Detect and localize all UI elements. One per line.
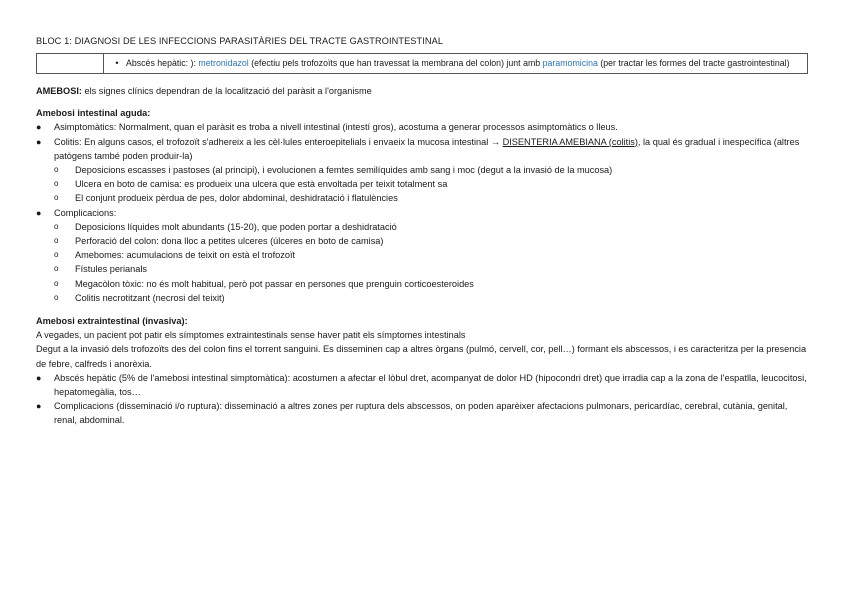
list-item: [36, 163, 812, 177]
list-item: [36, 262, 812, 276]
drug-paramomicina: paramomicina: [542, 58, 598, 68]
subitem-text: El conjunt produeix pèrdua de pes, dolor abdominal, deshidratació i flatulències: [75, 193, 398, 204]
circle-bullet-icon: o: [54, 264, 59, 274]
list-item: [36, 220, 812, 234]
colitis-sublist: [36, 163, 812, 206]
treatment-table: [36, 53, 808, 74]
intestinal-list: [36, 120, 812, 163]
item-text: Abscés hepàtic (5% de l'amebosi intestinal simptomàtica): acostumen a afectar el lòbul dret, acompanyat de dolor HD (hipocondri dret) que irradia cap a la zona de l'espatlla, leucocitosi, hepatomegàlia, tos…: [54, 372, 807, 398]
section-title-extraintestinal: [36, 314, 812, 328]
extraintestinal-paragraph-1: A vegades, un pacient pot patir els símptomes extraintestinals sense haver patit els símptomes intestinals: [36, 330, 466, 341]
amebosi-label: AMEBOSI:: [36, 86, 82, 96]
subitem-text: Fístules perianals: [75, 264, 148, 275]
table-cell-empty: [37, 54, 104, 74]
list-item: [36, 291, 812, 305]
item-label: Complicacions:: [54, 207, 117, 218]
list-item: [36, 135, 812, 163]
circle-bullet-icon: o: [54, 221, 59, 231]
bullet-icon: •: [115, 58, 119, 68]
item-text: En alguns casos, el trofozoït s'adhereix a les cèl·lules enteroepitelials i envaeix la mucosa intestinal →: [81, 136, 503, 147]
subitem-text: Perforació del colon: dona lloc a petites ulceres (úlceres en boto de camisa): [75, 236, 384, 247]
circle-bullet-icon: o: [54, 292, 59, 302]
table-cell-content: [104, 54, 808, 74]
table-row: [37, 54, 808, 74]
list-item: [36, 371, 812, 399]
table-cell-text: [126, 56, 790, 70]
subitem-text: Ulcera en boto de camisa: es produeix una ulcera que està envoltada per teixit totalment sa: [75, 179, 448, 190]
subitem-text: Deposicions líquides molt abundants (15-20), que poden portar a deshidratació: [75, 221, 397, 232]
circle-bullet-icon: o: [54, 236, 59, 246]
cell-prefix: Abscés hepàtic: ):: [126, 58, 199, 68]
subitem-text: Colitis necrotitzant (necrosi del teixit): [75, 292, 225, 303]
document-header: BLOC 1: DIAGNOSI DE LES INFECCIONS PARASITÀRIES DEL TRACTE GASTROINTESTINAL: [36, 36, 444, 46]
list-item: [36, 206, 812, 220]
document-page: [36, 36, 812, 428]
circle-bullet-icon: o: [54, 193, 59, 203]
item-tail: , la qual és gradual i inespecífica (altres patògens també poden produir-la): [54, 136, 800, 161]
item-label: Colitis:: [54, 136, 82, 147]
complicacions-sublist: [36, 220, 812, 305]
circle-bullet-icon: o: [54, 278, 59, 288]
disenteria-underlined: DISENTERIA AMEBIANA (colitis): [502, 136, 638, 147]
bullet-icon: ●: [36, 372, 42, 383]
extraintestinal-paragraph-2: Degut a la invasió dels trofozoïts des del colon fins el torrent sanguini. Es disseminen cap a altres òrgans (pulmó, cervell, cor, pell…) formant els abscessos, i es caracteritza per la presencia de febre, calfreds i anorèxia.: [36, 344, 807, 369]
list-item: [36, 399, 812, 427]
circle-bullet-icon: o: [54, 165, 59, 175]
item-text: Normalment, quan el paràsit es troba a nivell intestinal (intestí gros), acostuma a generar processos asimptomàtics o lleus.: [116, 122, 618, 133]
item-text: Complicacions (disseminació i/o ruptura): disseminació a altres zones per ruptura dels abscessos, on poden aparèixer afectacions pulmonars, pericardíac, cerebral, cutània, genital, renal, abdominal.: [54, 401, 788, 426]
list-item: [36, 120, 812, 134]
subitem-text: Amebomes: acumulacions de teixit on està el trofozoït: [75, 250, 296, 261]
item-label: Asimptomàtics:: [54, 122, 117, 133]
subitem-text: Deposicions escasses i pastoses (al principi), i evolucionen a femtes semilíquides amb sang i moc (degut a la invasió de la mucosa): [75, 165, 613, 176]
section-title-intestinal: [36, 106, 812, 120]
bullet-icon: ●: [36, 136, 42, 147]
amebosi-paragraph: [36, 84, 812, 98]
bullet-icon: ●: [36, 207, 42, 218]
subitem-text: Megacòlon tòxic: no és molt habitual, però pot passar en persones que prenguin corticoesteroides: [75, 278, 474, 289]
cell-middle: (efectiu pels trofozoïts que han travessat la membrana del colon) junt amb: [248, 58, 543, 68]
list-item: [36, 177, 812, 191]
extraintestinal-title-text: Amebosi extraintestinal (invasiva):: [36, 316, 188, 327]
circle-bullet-icon: o: [54, 179, 59, 189]
list-item: [36, 277, 812, 291]
circle-bullet-icon: o: [54, 250, 59, 260]
list-item: [36, 234, 812, 248]
extraintestinal-list: [36, 371, 812, 428]
complicacions-list: [36, 206, 812, 220]
bullet-icon: ●: [36, 401, 42, 412]
drug-metronidazol: metronidazol: [198, 58, 249, 68]
bullet-icon: ●: [36, 122, 42, 133]
intestinal-title-text: Amebosi intestinal aguda:: [36, 108, 151, 119]
list-item: [36, 191, 812, 205]
amebosi-text: els signes clínics dependran de la localització del paràsit a l'organisme: [81, 86, 372, 96]
cell-suffix: (per tractar les formes del tracte gastrointestinal): [597, 58, 790, 68]
list-item: [36, 248, 812, 262]
